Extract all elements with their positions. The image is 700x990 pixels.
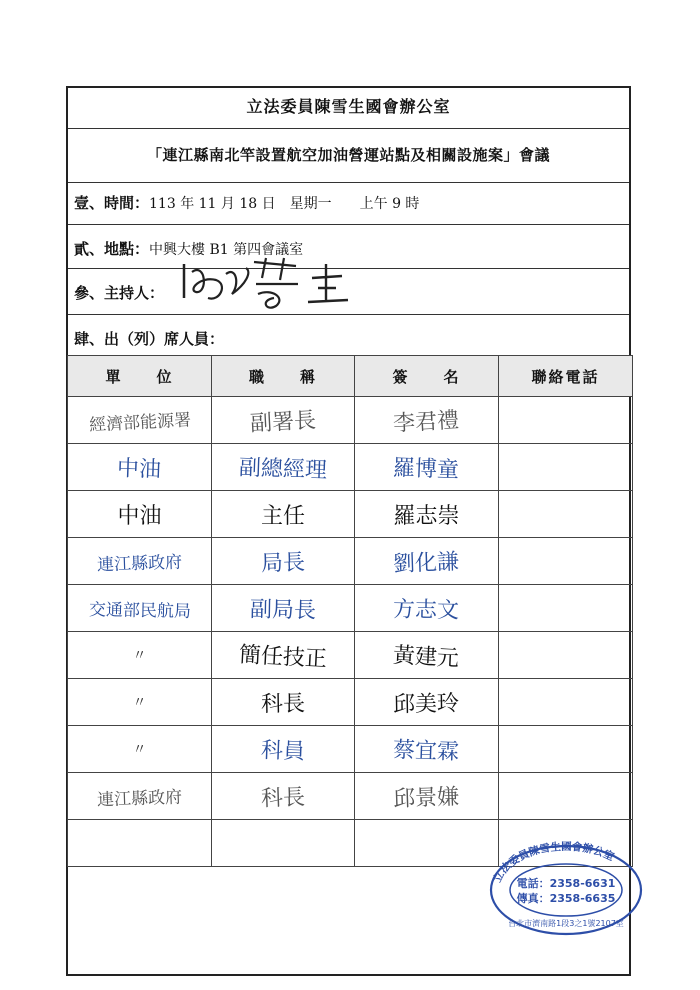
phone-cell bbox=[499, 632, 633, 679]
handwritten-unit: 中油 bbox=[116, 455, 162, 483]
unit-cell bbox=[68, 444, 212, 491]
handwritten-title: 副總經理 bbox=[238, 454, 328, 484]
handwritten-unit: 〃 bbox=[132, 742, 147, 758]
phone-cell bbox=[499, 585, 633, 632]
signature-cell bbox=[355, 397, 499, 444]
signature-cell bbox=[355, 538, 499, 585]
phone-cell bbox=[499, 491, 633, 538]
title-cell bbox=[212, 538, 355, 585]
phone-cell bbox=[499, 444, 633, 491]
handwritten-unit: 經濟部能源署 bbox=[88, 409, 192, 436]
handwritten-title: 科長 bbox=[260, 691, 306, 717]
handwritten-signature: 邱美玲 bbox=[393, 690, 460, 718]
stamp-address: 台北市濟南路1段3之1號2107室 bbox=[508, 919, 624, 928]
handwritten-unit: 連江縣政府 bbox=[96, 552, 183, 575]
divider bbox=[68, 224, 629, 225]
table-row bbox=[68, 397, 633, 444]
handwritten-signature: 黃建元 bbox=[392, 642, 461, 672]
handwritten-signature: 劉化謙 bbox=[393, 549, 460, 577]
place-value: 中興大樓 B1 第四會議室 bbox=[149, 242, 304, 258]
table-body bbox=[68, 397, 633, 867]
handwritten-title: 主任 bbox=[260, 503, 305, 529]
title-cell bbox=[212, 632, 355, 679]
attendance-table bbox=[67, 355, 633, 867]
time-value: 113 年 11 月 18 日 星期一 上午 9 時 bbox=[149, 196, 420, 212]
header-signature: 簽 名 bbox=[355, 356, 499, 397]
table-row bbox=[68, 538, 633, 585]
divider bbox=[68, 182, 629, 183]
table-row bbox=[68, 444, 633, 491]
handwritten-signature: 邱景嫌 bbox=[393, 784, 460, 812]
title-cell bbox=[212, 444, 355, 491]
unit-cell bbox=[68, 397, 212, 444]
handwritten-signature: 李君禮 bbox=[392, 407, 461, 437]
unit-cell bbox=[68, 632, 212, 679]
signature-cell bbox=[355, 773, 499, 820]
handwritten-title: 副署長 bbox=[249, 407, 317, 437]
title-cell bbox=[212, 491, 355, 538]
handwritten-signature: 羅志崇 bbox=[393, 503, 460, 529]
time-row bbox=[74, 192, 419, 213]
unit-cell bbox=[68, 491, 212, 538]
attendees-row bbox=[74, 328, 224, 349]
title-cell bbox=[212, 679, 355, 726]
unit-cell bbox=[68, 679, 212, 726]
table-row bbox=[68, 585, 633, 632]
place-label: 貳、地點： bbox=[74, 240, 150, 258]
handwritten-title: 科長 bbox=[260, 784, 306, 812]
signature-cell bbox=[355, 726, 499, 773]
meeting-title: 「連江縣南北竿設置航空加油營運站點及相關設施案」會議 bbox=[146, 146, 550, 164]
unit-cell bbox=[68, 726, 212, 773]
unit-cell bbox=[68, 820, 212, 867]
signature-cell bbox=[355, 820, 499, 867]
table-row bbox=[68, 773, 633, 820]
host-label: 參、主持人： bbox=[74, 284, 165, 302]
phone-cell bbox=[499, 397, 633, 444]
handwritten-unit: 連江縣政府 bbox=[96, 787, 183, 810]
title-cell bbox=[212, 397, 355, 444]
table-header-row bbox=[68, 356, 633, 397]
header-unit: 單 位 bbox=[68, 356, 212, 397]
stamp-phone: 電話：2358-6631 bbox=[516, 877, 616, 890]
divider bbox=[68, 314, 629, 315]
signature-cell bbox=[355, 632, 499, 679]
handwritten-unit: 〃 bbox=[132, 648, 147, 664]
office-title: 立法委員陳雪生國會辦公室 bbox=[246, 97, 451, 116]
title-cell bbox=[212, 585, 355, 632]
handwritten-signature: 方志文 bbox=[393, 596, 460, 624]
divider bbox=[68, 128, 629, 129]
header-title: 職 稱 bbox=[212, 356, 355, 397]
phone-cell bbox=[499, 773, 633, 820]
handwritten-title: 科員 bbox=[260, 737, 306, 765]
unit-cell bbox=[68, 773, 212, 820]
host-row bbox=[74, 282, 164, 303]
stamp-ring-text: 立法委員陳雪生國會辦公室 bbox=[491, 840, 616, 885]
handwritten-unit: 中油 bbox=[117, 503, 162, 529]
time-label: 壹、時間： bbox=[74, 194, 150, 212]
handwritten-signature: 羅博童 bbox=[392, 455, 460, 483]
host-signature bbox=[176, 254, 376, 314]
unit-cell bbox=[68, 585, 212, 632]
table-row bbox=[68, 726, 633, 773]
signature-cell bbox=[355, 491, 499, 538]
title-cell bbox=[212, 773, 355, 820]
signature-cell bbox=[355, 585, 499, 632]
office-stamp bbox=[487, 838, 645, 936]
handwritten-title: 副局長 bbox=[249, 596, 317, 624]
signature-cell bbox=[355, 679, 499, 726]
table-row bbox=[68, 679, 633, 726]
table-row bbox=[68, 632, 633, 679]
title-cell bbox=[212, 820, 355, 867]
handwritten-unit: 〃 bbox=[132, 695, 147, 711]
attendees-label: 肆、出（列）席人員： bbox=[74, 330, 225, 348]
phone-cell bbox=[499, 538, 633, 585]
title-cell bbox=[212, 726, 355, 773]
unit-cell bbox=[68, 538, 212, 585]
phone-cell bbox=[499, 726, 633, 773]
stamp-fax: 傳真：2358-6635 bbox=[516, 892, 616, 905]
header-phone: 聯絡電話 bbox=[499, 356, 633, 397]
handwritten-unit: 交通部民航局 bbox=[88, 599, 191, 622]
phone-cell bbox=[499, 679, 633, 726]
handwritten-title: 簡任技正 bbox=[238, 642, 328, 672]
table-row bbox=[68, 491, 633, 538]
handwritten-title: 局長 bbox=[260, 549, 306, 577]
signature-cell bbox=[355, 444, 499, 491]
handwritten-signature: 蔡宜霖 bbox=[392, 737, 460, 765]
